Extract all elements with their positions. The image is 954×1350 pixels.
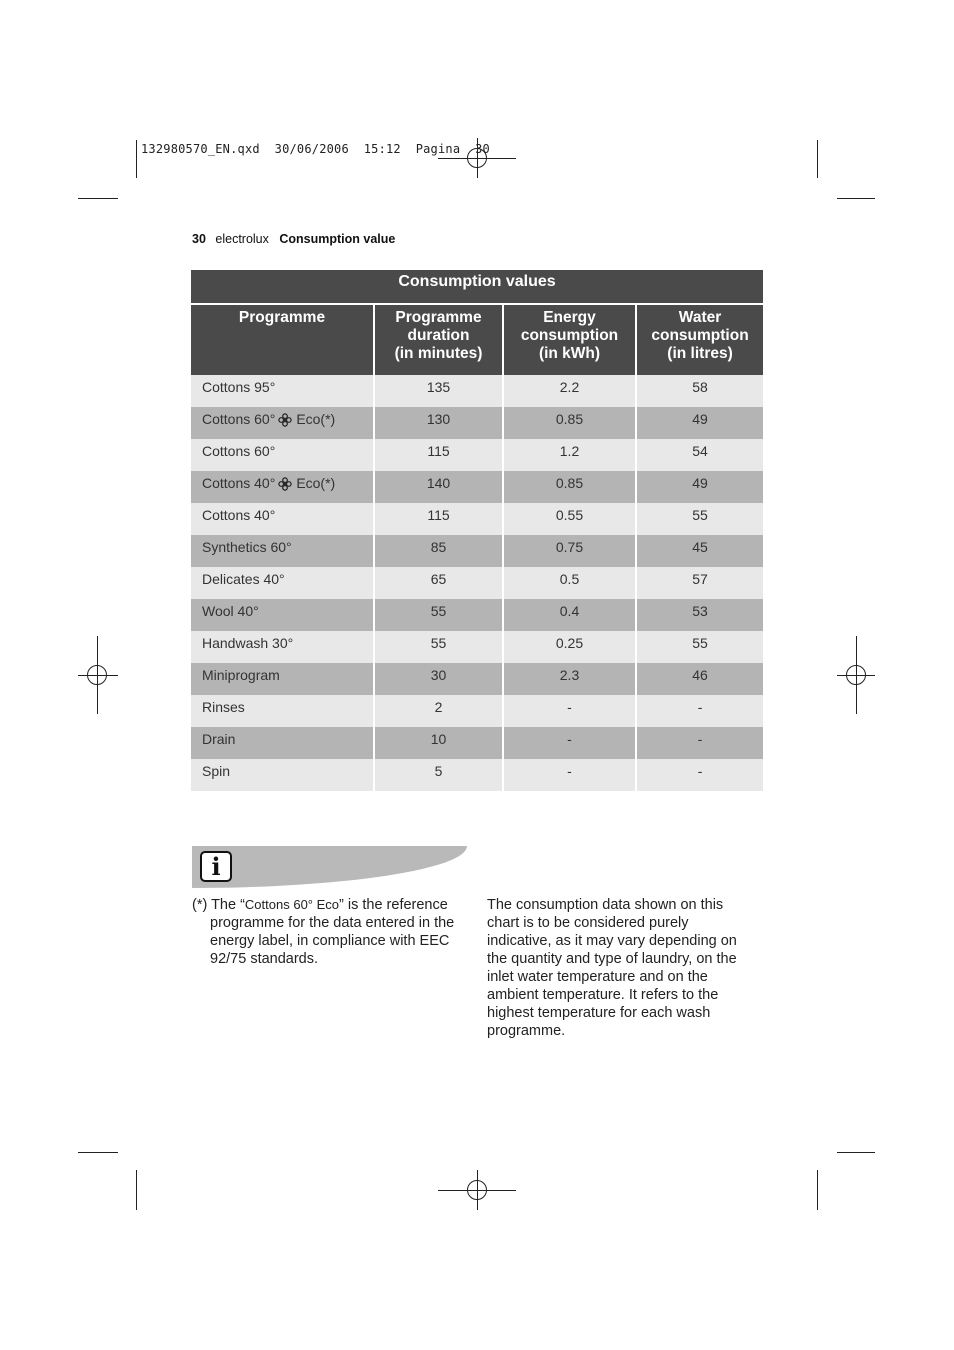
- energy-cell: 0.5: [503, 567, 636, 599]
- info-banner: [192, 846, 467, 888]
- programme-cell: [191, 503, 374, 535]
- registration-circle-right: [846, 665, 866, 685]
- info-icon: [200, 851, 232, 882]
- water-cell: 57: [636, 567, 763, 599]
- energy-cell: 0.55: [503, 503, 636, 535]
- programme-name: Cottons 60°: [202, 411, 276, 427]
- footnote-prefix: (*) The “: [192, 897, 245, 913]
- table-row: [191, 727, 763, 759]
- table-row: [191, 599, 763, 631]
- water-cell: 46: [636, 663, 763, 695]
- energy-cell: 0.75: [503, 535, 636, 567]
- energy-cell: -: [503, 759, 636, 791]
- crop-mark-bottom-left-v: [136, 1170, 137, 1210]
- page-header: [192, 232, 395, 246]
- print-slug: 132980570_EN.qxd 30/06/2006 15:12 Pagina 30: [141, 142, 490, 156]
- table-row: [191, 663, 763, 695]
- column-header-line: consumption: [651, 327, 749, 344]
- table-row: [191, 439, 763, 471]
- column-header: [503, 304, 636, 375]
- duration-cell: 135: [374, 375, 503, 407]
- column-header-line: Water: [678, 309, 722, 326]
- programme-suffix: Eco(*): [296, 411, 336, 427]
- duration-cell: 65: [374, 567, 503, 599]
- duration-cell: 55: [374, 599, 503, 631]
- registration-circle-left: [87, 665, 107, 685]
- programme-name: Cottons 40°: [202, 475, 276, 491]
- energy-cell: -: [503, 727, 636, 759]
- programme-cell: [191, 439, 374, 471]
- programme-cell: [191, 727, 374, 759]
- water-cell: 55: [636, 503, 763, 535]
- table-row: [191, 695, 763, 727]
- section-title: Consumption value: [279, 232, 396, 246]
- table-body: [191, 375, 763, 791]
- energy-cell: 1.2: [503, 439, 636, 471]
- programme-cell: [191, 759, 374, 791]
- programme-name: Wool 40°: [202, 603, 259, 619]
- crop-mark-bottom-right-h: [837, 1152, 875, 1153]
- column-header: [636, 304, 763, 375]
- column-header-line: (in kWh): [538, 345, 601, 362]
- duration-cell: 55: [374, 631, 503, 663]
- table-row: [191, 471, 763, 503]
- crop-mark-top-right-h: [837, 198, 875, 199]
- programme-name: Drain: [202, 731, 236, 747]
- programme-cell: [191, 375, 374, 407]
- water-cell: 49: [636, 471, 763, 503]
- duration-cell: 30: [374, 663, 503, 695]
- programme-cell: [191, 471, 374, 503]
- table-row: [191, 503, 763, 535]
- water-cell: 54: [636, 439, 763, 471]
- column-header-line: Programme: [238, 309, 326, 326]
- brand-name: electrolux: [215, 232, 269, 246]
- energy-cell: 0.4: [503, 599, 636, 631]
- water-cell: -: [636, 727, 763, 759]
- energy-cell: 0.85: [503, 471, 636, 503]
- table-title: Consumption values: [191, 270, 763, 304]
- crop-mark-top-left-h: [78, 198, 118, 199]
- crop-mark-bottom-right-v: [817, 1170, 818, 1210]
- programme-cell: [191, 407, 374, 439]
- consumption-table: [191, 270, 763, 791]
- programme-cell: [191, 631, 374, 663]
- duration-cell: 5: [374, 759, 503, 791]
- programme-name: Rinses: [202, 699, 245, 715]
- duration-cell: 130: [374, 407, 503, 439]
- programme-cell: [191, 535, 374, 567]
- column-header-line: duration: [407, 327, 470, 344]
- water-cell: 55: [636, 631, 763, 663]
- column-header-line: consumption: [520, 327, 619, 344]
- table-row: [191, 375, 763, 407]
- programme-name: Spin: [202, 763, 231, 779]
- table-column-headers: [191, 304, 763, 375]
- programme-name: Cottons 40°: [202, 507, 276, 523]
- duration-cell: 2: [374, 695, 503, 727]
- energy-cell: -: [503, 695, 636, 727]
- duration-cell: 115: [374, 503, 503, 535]
- energy-cell: 0.85: [503, 407, 636, 439]
- consumption-disclaimer: The consumption data shown on this chart is to be considered purely indicative, as it may vary depending on the quantity and type of laundry, on the inlet water temperature and on the ambient temperature. It refers to the highest temperature for each wash programme.: [487, 897, 737, 1039]
- programme-name: Delicates 40°: [202, 571, 285, 587]
- footnote-eco-reference: [192, 896, 470, 968]
- table-row: [191, 535, 763, 567]
- programme-cell: [191, 695, 374, 727]
- energy-cell: 2.3: [503, 663, 636, 695]
- registration-circle-bottom: [467, 1180, 487, 1200]
- table-row: [191, 759, 763, 791]
- water-cell: 53: [636, 599, 763, 631]
- footnote-rest: ” is the reference programme for the data entered in the energy label, in compliance with EEC 92/75 standards.: [210, 897, 455, 967]
- column-header: [191, 304, 374, 375]
- programme-name: Synthetics 60°: [202, 539, 292, 555]
- water-cell: 58: [636, 375, 763, 407]
- column-header-line: Energy: [543, 309, 596, 326]
- column-header-line: (in minutes): [394, 345, 483, 362]
- duration-cell: 140: [374, 471, 503, 503]
- programme-name: Miniprogram: [202, 667, 280, 683]
- programme-name: Cottons 95°: [202, 379, 276, 395]
- table-row: [191, 407, 763, 439]
- column-header-line: (in litres): [667, 345, 733, 362]
- duration-cell: 115: [374, 439, 503, 471]
- water-cell: -: [636, 695, 763, 727]
- eco-fan-icon: [278, 413, 292, 427]
- info-icon-glyph: i: [211, 852, 221, 881]
- water-cell: 49: [636, 407, 763, 439]
- column-header: [374, 304, 503, 375]
- table-row: [191, 631, 763, 663]
- crop-mark-top-left-v: [136, 140, 137, 178]
- programme-cell: [191, 567, 374, 599]
- duration-cell: 85: [374, 535, 503, 567]
- water-cell: -: [636, 759, 763, 791]
- energy-cell: 0.25: [503, 631, 636, 663]
- programme-name: Cottons 60°: [202, 443, 276, 459]
- programme-cell: [191, 599, 374, 631]
- table-row: [191, 567, 763, 599]
- energy-cell: 2.2: [503, 375, 636, 407]
- column-header-line: Programme: [395, 309, 482, 326]
- programme-name: Handwash 30°: [202, 635, 294, 651]
- crop-mark-bottom-left-h: [78, 1152, 118, 1153]
- water-cell: 45: [636, 535, 763, 567]
- page-number: 30: [192, 232, 206, 246]
- eco-fan-icon: [278, 477, 292, 491]
- duration-cell: 10: [374, 727, 503, 759]
- footnote-highlight: Cottons 60° Eco: [244, 897, 340, 912]
- crop-mark-top-right-v: [817, 140, 818, 178]
- programme-suffix: Eco(*): [296, 475, 336, 491]
- programme-cell: [191, 663, 374, 695]
